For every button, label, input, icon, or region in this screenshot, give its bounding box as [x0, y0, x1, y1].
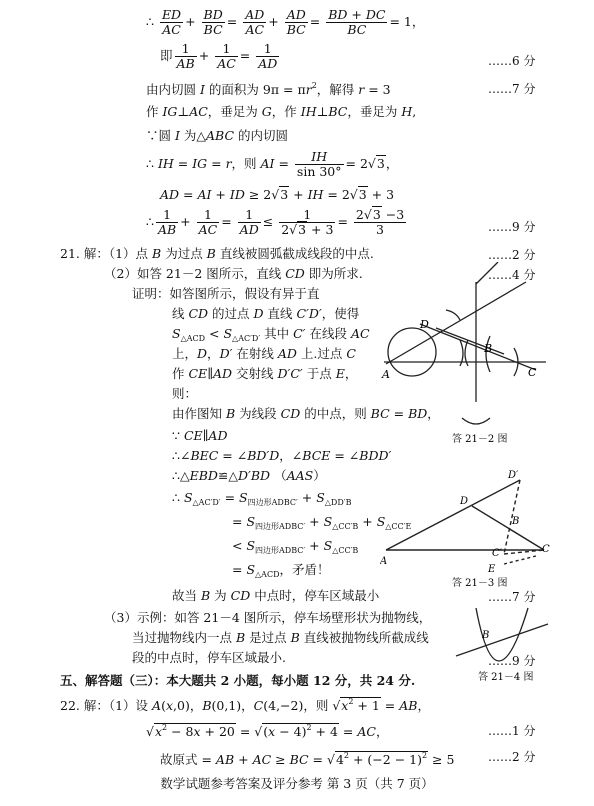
score-mark: ……9 分: [488, 220, 536, 234]
label-B: B: [482, 630, 490, 641]
label-C: C: [542, 544, 550, 555]
q21-part3: 段的中点时，停车区域最小.: [132, 650, 286, 665]
label-A: A: [380, 556, 388, 567]
proof-line: ∴△EBD≌△D′BD （AAS）: [172, 468, 326, 483]
equation-reciprocal: 即 $\frac{1}{AB}$ + $\frac{1}{AC}$ = $\frac{1}{AD}$: [160, 41, 278, 71]
text-line: 由内切圆 I 的面积为 $9\pi = \pi r^2$，解得 r = 3: [146, 81, 391, 97]
score-mark: ……2 分: [488, 248, 536, 262]
figure-caption: 答 21－2 图: [452, 434, 508, 445]
figure-21-2: [376, 262, 552, 454]
q22-line: 故原式 = AB + AC ≥ BC = $√4^2 + (-2 - 1)^2 \ge 5$: [160, 751, 455, 767]
q21-part1: 21. 解：（1）点 B 为过点 B 直线被圆弧截成线段的中点.: [60, 246, 374, 261]
q21-part3: （3）示例：如答 21－4 图所示，停车场壁形状为抛物线，: [104, 610, 432, 625]
proof-line: = $S_{四边形ADBC'} + S_{\triangle CC'B} + S_{\triangle CC'E}$: [232, 514, 412, 531]
score-mark: ……7 分: [488, 82, 536, 96]
equation-ai: ∴ IH = IG = r，则 AI = $\frac{IH}{\sin 30^\circ}$ = 2√3，: [146, 149, 399, 179]
proof-line: 作 CE∥AD 交射线 D′C′ 于点 E，: [172, 366, 358, 381]
q21-part3: 当过抛物线内一点 B 是过点 B 直线被抛物线所截成线: [132, 630, 429, 645]
equation-ratio-sum: ∴ $\frac{ED}{AC}$ + $\frac{BD}{BC}$ = $\frac{AD}{AC}$ + $\frac{AD}{BC}$ = $\frac{BD + DC}{BC}$ = 1，: [146, 7, 425, 37]
arc: [462, 418, 490, 424]
proof-line: 由作图知 B 为线段 CD 的中点，则 BC = BD，: [172, 406, 440, 421]
label-D: D: [420, 318, 429, 331]
equation-final-bound: ∴ $\frac{1}{AB}$ + $\frac{1}{AC}$ = $\frac{1}{AD}$ ≤ $\frac{1}{2√3 + 3}$ = $\frac{2√3 -3}{3}$: [146, 207, 405, 237]
proof-line: ∵ CE∥AD: [172, 428, 228, 443]
label-D: D: [460, 496, 469, 507]
label-Dprime: D′: [508, 470, 519, 481]
label-B: B: [512, 516, 520, 527]
proof-line: ∴ $S_{\triangle AC'D'} = S_{四边形ADBC'} + S_{\triangle DD'B}$: [172, 490, 352, 507]
segment-DC: [472, 506, 544, 550]
score-mark: ……9 分: [488, 654, 536, 668]
label-B: B: [484, 342, 493, 355]
proof-line: ∴∠BEC = ∠BD′D，∠BCE = ∠BDD′: [172, 448, 392, 463]
q22-line: 22. 解：（1）设 A(x,0)，B(0,1)，C(4,−2)，则 $√x^2 + 1$ = AB，: [60, 697, 430, 713]
label-E: E: [488, 564, 496, 575]
label-A: A: [382, 368, 390, 381]
score-mark: ……6 分: [488, 54, 536, 68]
section-heading: 五、解答题（三）：本大题共 2 小题，每小题 12 分，共 24 分.: [60, 673, 416, 688]
arc-circle: [388, 328, 436, 376]
proof-line: = $S_{\triangle ACD}$，矛盾！: [232, 562, 330, 579]
chord: [456, 624, 548, 656]
proof-line: 线 CD 的过点 D 直线 C′D′，使得: [172, 306, 360, 321]
page-footer: 数学试题参考答案及评分参考 第 3 页（共 7 页）: [160, 776, 434, 791]
score-mark: ……2 分: [488, 750, 536, 764]
proof-line: 证明：如答图所示，假设有异于直: [132, 286, 320, 301]
ray-AD: [386, 480, 520, 550]
label-C: C: [528, 366, 537, 379]
text-line: 作 IG⊥AC，垂足为 G，作 IH⊥BC，垂足为 H,: [146, 104, 417, 119]
segment-E: [504, 556, 536, 564]
score-mark: ……7 分: [488, 590, 536, 604]
text-line: ∵圆 I 为△ABC 的内切圆: [146, 128, 289, 143]
proof-line: 故当 B 为 CD 中点时，停车区域最小: [172, 588, 380, 603]
figure-caption: 答 21－4 图: [478, 672, 534, 683]
label-Cprime: C′: [492, 548, 502, 559]
figure-21-4: [448, 604, 556, 684]
arc: [446, 310, 460, 320]
line: [436, 328, 504, 354]
score-mark: ……4 分: [488, 268, 536, 282]
q21-part2: （2）如答 21－2 图所示，直线 CD 即为所求.: [104, 266, 363, 281]
proof-line: 上，D，D′ 在射线 AD 上.过点 C: [172, 346, 356, 361]
proof-line: < $S_{四边形ADBC'} + S_{\triangle CC'B}$: [232, 538, 359, 555]
figure-21-3: [380, 468, 560, 592]
score-mark: ……1 分: [488, 724, 536, 738]
proof-line: $S_{\triangle ACD} < S_{\triangle AC'D'}$ 其中 C′ 在线段 AC: [172, 326, 370, 343]
figure-caption: 答 21－3 图: [452, 578, 508, 589]
line: [476, 262, 498, 284]
line: [386, 282, 526, 364]
equation-ad: AD = AI + ID ≥ 2√3 + IH = 2√3 + 3: [160, 187, 395, 202]
proof-line: 则：: [172, 386, 198, 401]
q22-line: $√x^2 - 8x + 20 = √(x - 4)^2 + 4$ = AC，: [146, 723, 389, 739]
